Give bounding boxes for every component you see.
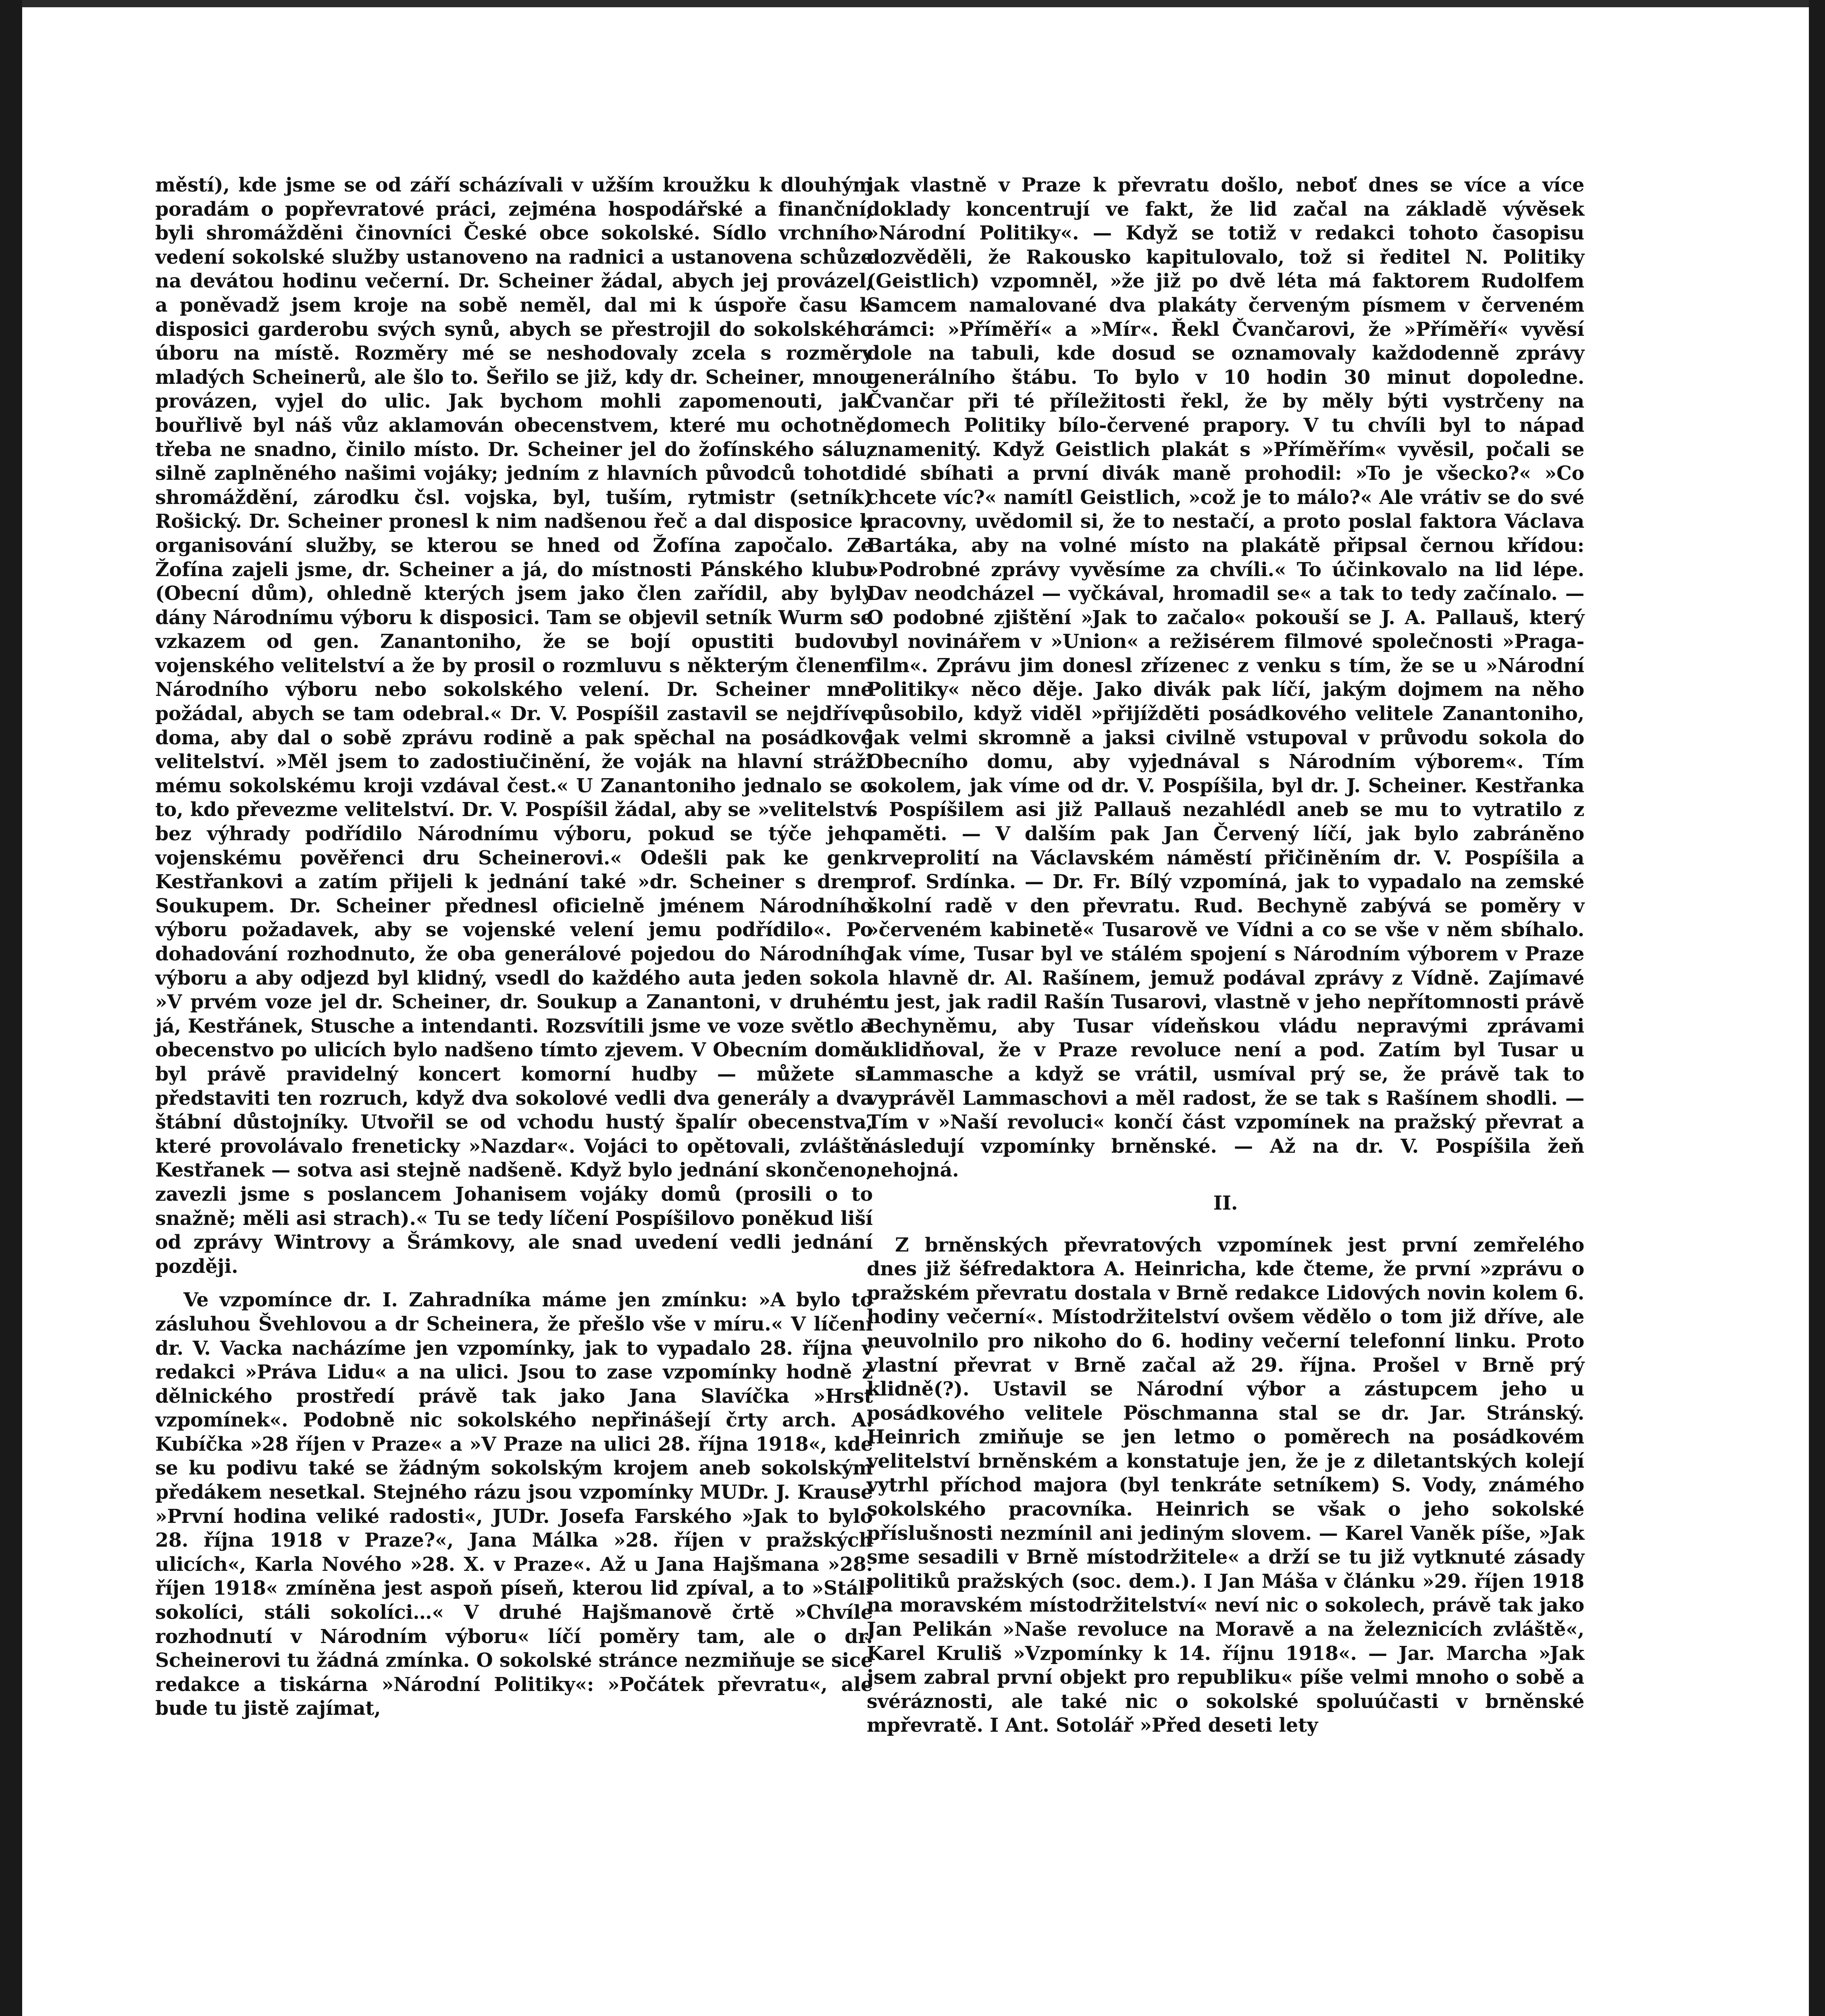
right-paragraph-2: Z brněnských převratových vzpomínek jest první zemřelého dnes již šéfredaktora A. Heinricha, kde čteme, že první »zprávu o pražském převratu dostala v Brně redakce Lidových novin kolem 6. hodiny večerní«. Místodržitelství ovšem vědělo o tom již dříve, ale neuvolnilo pro nikoho do 6. hodiny večerní telefonní linku. Proto vlastní převrat v Brně začal až 29. října. Prošel v Brně prý klidně(?). Ustavil se Národní výbor a zástupcem jeho u posádkového velitele Pöschmanna stal se dr. Jar. Stránský. Heinrich zmiňuje se jen letmo o poměrech na posádkovém velitelství brněnském a konstatuje jen, že je z diletantských kolejí vytrhl příchod majora (byl tenkráte setníkem) S. Vody, známého sokolského pracovníka. Heinrich se však o jeho sokolské příslušnosti nezmínil ani jediným slovem. — Karel Vaněk píše, »Jak sme sesadili v Brně místodržitele« a drží se tu již vytknuté zásady politiků pražských (soc. dem.). I Jan Máša v článku »29. říjen 1918 na moravském místodržitelství« neví nic o sokolech, právě tak jako Jan Pelikán »Naše revoluce na Moravě a na železnicích zvláště«, Karel Kruliš »Vzpomínky k 14. říjnu 1918«. — Jar. Marcha »Jak jsem zabral první objekt pro republiku« píše velmi mnoho o sobě a svéráznosti, ale také nic o sokolské spoluúčasti v brněnské mpřevratě. I Ant. Sotolář »Před deseti lety [867, 1233, 1584, 1737]
scan-edge-top [0, 0, 1825, 7]
scan-edge-left [0, 0, 22, 2016]
scan-edge-right [1809, 0, 1825, 2016]
right-paragraph-1: jak vlastně v Praze k převratu došlo, neboť dnes se více a více doklady koncentrují ve fakt, že lid začal na základě vývěsek »Národní Politiky«. — Když se totiž v redakci tohoto časopisu dozvěděli, že Rakousko kapitulovalo, tož si ředitel N. Politiky (Geistlich) vzpomněl, »že již po dvě léta má faktorem Rudolfem Samcem namalované dva plakáty červeným písmem v červeném rámci: »Příměří« a »Mír«. Řekl Čvančarovi, že »Příměří« vyvěsí dole na tabuli, kde dosud se oznamovaly každodenně zprávy generálního štábu. To bylo v 10 hodin 30 minut dopoledne. Čvančar při té příležitosti řekl, že by měly býti vystrčeny na domech Politiky bílo-červené prapory. V tu chvíli byl to nápad znamenitý. Když Geistlich plakát s »Příměřím« vyvěsil, počali se lidé sbíhati a první divák maně prohodil: »To je všecko?« »Co chcete víc?« namítl Geistlich, »což je to málo?« Ale vrátiv se do své pracovny, uvědomil si, že to nestačí, a proto poslal faktora Václava Bartáka, aby na volné místo na plakátě připsal černou křídou: »Podrobné zprávy vyvěsíme za chvíli.« To účinkovalo na lid lépe. Dav neodcházel — vyčkával, hromadil se« a tak to tedy začínalo. — O podobné zjištění »Jak to začalo« pokouší se J. A. Pallauš, který byl novinářem v »Union« a režisérem filmové společnosti »Praga-film«. Zprávu jim donesl zřízenec z venku s tím, že se u »Národní Politiky« něco děje. Jako divák pak líčí, jakým dojmem na něho působilo, když viděl »přijížděti posádkového velitele Zanantoniho, jak velmi skromně a jaksi civilně vstupoval v průvodu sokola do Obecního domu, aby vyjednával s Národním výborem«. Tím sokolem, jak víme od dr. V. Pospíšila, byl dr. J. Scheiner. Kestřanka s Pospíšilem asi již Pallauš nezahlédl aneb se mu to vytratilo z paměti. — V dalším pak Jan Červený líčí, jak bylo zabráněno krveprolití na Václavském náměstí přičiněním dr. V. Pospíšila a prof. Srdínka. — Dr. Fr. Bílý vzpomíná, jak to vypadalo na zemské školní radě v den převratu. Rud. Bechyně zabývá se poměry v »červeném kabinetě« Tusarově ve Vídni a co se vše v něm sbíhalo. Jak víme, Tusar byl ve stálém spojení s Národním výborem v Praze a hlavně dr. Al. Rašínem, jemuž podával zprávy z Vídně. Zajímavé tu jest, jak radil Rašín Tusarovi, vlastně v jeho nepřítomnosti právě Bechyněmu, aby Tusar vídeňskou vládu nepravými zprávami uklidňoval, že v Praze revoluce není a pod. Zatím byl Tusar u Lammasche a když se vrátil, usmíval prý se, že právě tak to vyprávěl Lammaschovi a měl radost, že se tak s Rašínem shodli. — Tím v »Naší revoluci« končí část vzpomínek na pražský převrat a následují vzpomínky brněnské. — Až na dr. V. Pospíšila žeň nehojná. [867, 174, 1584, 1182]
left-paragraph-2: Ve vzpomínce dr. I. Zahradníka máme jen zmínku: »A bylo to zásluhou Švehlovou a dr Scheinera, že přešlo vše v míru.« V líčení dr. V. Vacka nacházíme jen vzpomínky, jak to vypadalo 28. října v redakci »Práva Lidu« a na ulici. Jsou to zase vzpomínky hodně z dělnického prostředí právě tak jako Jana Slavíčka »Hrst vzpomínek«. Podobně nic sokolského nepřinášejí črty arch. A. Kubíčka »28 říjen v Praze« a »V Praze na ulici 28. října 1918«, kde se ku podivu také se žádným sokolským krojem aneb sokolským předákem nesetkal. Stejného rázu jsou vzpomínky MUDr. J. Krause »První hodina veliké radosti«, JUDr. Josefa Farského »Jak to bylo 28. října 1918 v Praze?«, Jana Málka »28. říjen v pražských ulicích«, Karla Nového »28. X. v Praze«. Až u Jana Hajšmana »28. říjen 1918« zmíněna jest aspoň píseň, kterou lid zpíval, a to »Stáli sokolíci, stáli sokolíci…« V druhé Hajšmanově črtě »Chvíle rozhodnutí v Národním výboru« líčí poměry tam, ale o dr. Scheinerovi tu žádná zmínka. O sokolské stránce nezmiňuje se sice redakce a tiskárna »Národní Politiky«: »Počátek převratu«, ale bude tu jistě zajímat, [155, 1289, 873, 1720]
section-heading: II. [1213, 1191, 1238, 1214]
left-column [155, 173, 873, 1721]
left-paragraph-1: městí), kde jsme se od září scházívali v užším kroužku k dlouhým poradám o popřevratové práci, zejména hospodářské a finanční, byli shromážděni činovníci České obce sokolské. Sídlo vrchního vedení sokolské služby ustanoveno na radnici a ustanovena schůze na devátou hodinu večerní. Dr. Scheiner žádal, abych jej provázel, a poněvadž jsem kroje na sobě neměl, dal mi k úspoře času k disposici garderobu svých synů, abych se přestrojil do sokolského úboru na místě. Rozměry mé se neshodovaly zcela s rozměry mladých Scheinerů, ale šlo to. Šeřilo se již, kdy dr. Scheiner, mnou provázen, vyjel do ulic. Jak bychom mohli zapomenouti, jak bouřlivě byl náš vůz aklamován obecenstvem, které mu ochotně, třeba ne snadno, činilo místo. Dr. Scheiner jel do žofínského sálu, silně zaplněného našimi vojáky; jedním z hlavních původců tohoto shromáždění, zárodku čsl. vojska, byl, tuším, rytmistr (setník) Rošický. Dr. Scheiner pronesl k nim nadšenou řeč a dal disposice k organisování služby, se kterou se hned od Žofína započalo. Ze Žofína zajeli jsme, dr. Scheiner a já, do místnosti Pánského klubu (Obecní dům), ohledně kterých jsem jako člen zařídil, aby byly dány Národnímu výboru k disposici. Tam se objevil setník Wurm se vzkazem od gen. Zanantoniho, že se bojí opustiti budovu vojenského velitelství a že by prosil o rozmluvu s některým členem Národního výboru nebo sokolského velení. Dr. Scheiner mne požádal, abych se tam odebral.« Dr. V. Pospíšil zastavil se nejdříve doma, aby dal o sobě zprávu rodině a pak spěchal na posádkové velitelství. »Měl jsem to zadostiučinění, že voják na hlavní stráži mému sokolskému kroji vzdával čest.« U Zanantoniho jednalo se o to, kdo převezme velitelství. Dr. V. Pospíšil žádal, aby se »velitelství bez výhrady podřídilo Národnímu výboru, pokud se týče jeho vojenskému pověřenci dru Scheinerovi.« Odešli pak ke gen. Kestřankovi a zatím přijeli k jednání také »dr. Scheiner s drem Soukupem. Dr. Scheiner přednesl oficielně jménem Národního výboru požadavek, aby se vojenské velení jemu podřídilo«. Po dohadování rozhodnuto, že oba generálové pojedou do Národního výboru a aby odjezd byl klidný, vsedl do každého auta jeden sokol. »V prvém voze jel dr. Scheiner, dr. Soukup a Zanantoni, v druhém já, Kestřánek, Stusche a intendanti. Rozsvítili jsme ve voze světlo a obecenstvo po ulicích bylo nadšeno tímto zjevem. V Obecním domě byl právě pravidelný koncert komorní hudby — můžete si představiti ten rozruch, když dva sokolové vedli dva generály a dva štábní důstojníky. Utvořil se od vchodu hustý špalír obecenstva, které provolávalo freneticky »Nazdar«. Vojáci to opětovali, zvláště Kestřanek — sotva asi stejně nadšeně. Když bylo jednání skončeno, zavezli jsme s poslancem Johanisem vojáky domů (prosili o to snažně; měli asi strach).« Tu se tedy líčení Pospíšilovo poněkud liší od zprávy Wintrovy a Šrámkovy, ale snad uvedení vedli jednání později. [155, 174, 873, 1278]
right-column [867, 173, 1584, 1738]
